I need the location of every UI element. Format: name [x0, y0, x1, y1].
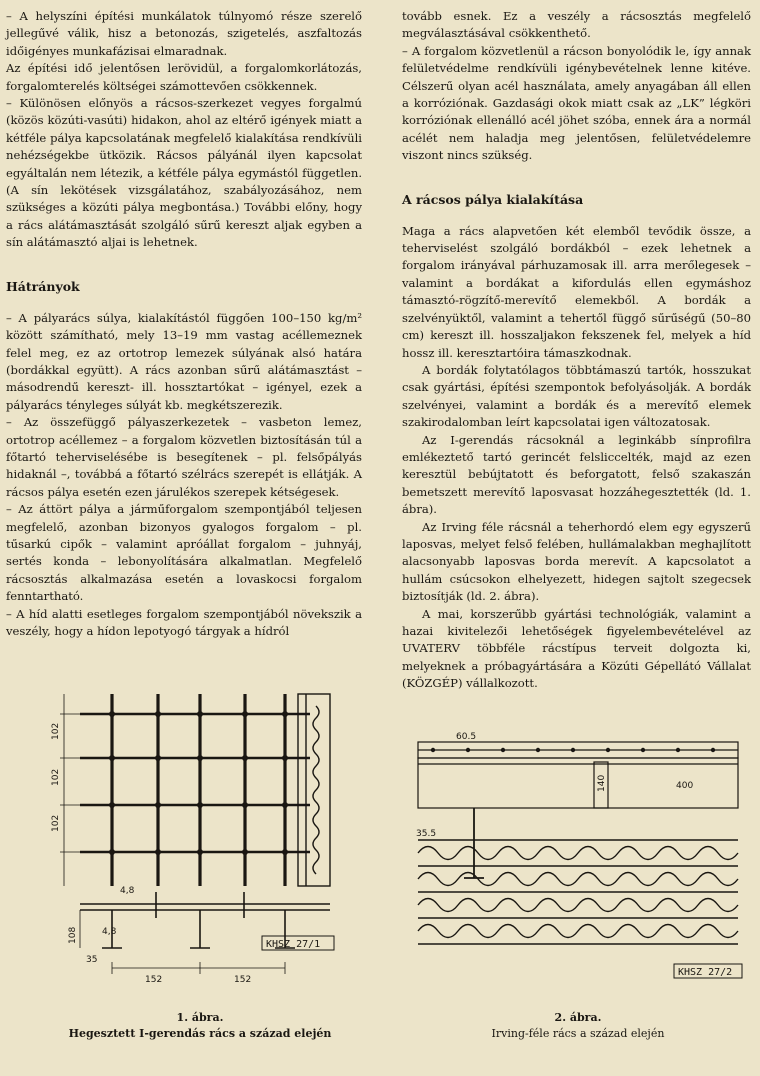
paragraph: A bordák folytatólagos többtámaszú tartók, hosszukat csak gyártási, építési szempontok befolyásolják. A bordák szelvényei, valamint a bordák és a merevítő elemek szakirodalomban leírt kapcsolatai igen változatosak.	[402, 362, 751, 430]
figure-1-drawing	[40, 686, 360, 986]
figure-number: 2. ábra.	[554, 1011, 602, 1024]
dim-label: 35	[86, 955, 98, 965]
paragraph: – Az összefüggő pályaszerkezetek – vasbeton lemez, ortotrop acéllemez – a forgalom közvetlen biztosításán túl a főtartó teherviselésébe is besegítenek – pl. felsőpályás hidaknál –, továbbá a főtartó szélrács szerepét is ellátják. A rácsos pálya esetén ezen járulékos szerepek kétségesek.	[6, 415, 362, 499]
paragraph: – A híd alatti esetleges forgalom szempontjából növekszik a veszély, hogy a hídon lepotyogó tárgyak a hídról	[6, 606, 362, 638]
dim-label: 108	[68, 926, 78, 944]
dim-label: 35.5	[416, 829, 437, 839]
dim-label: 60.5	[456, 732, 477, 742]
figure-1-caption	[40, 1010, 360, 1042]
figure-2-drawing	[408, 728, 748, 988]
paragraph: Az I-gerendás rácsoknál a leginkább sínprofilra emlékeztető tartó gerincét felsliccelték, majd az ezen keresztül bebújtatott és beforgatott, felső szakaszán bemetszett merevítő laposvasat hozzáhegesztették (ld. 1. ábra).	[402, 432, 751, 517]
paragraph: – A helyszíni építési munkálatok túlnyomó része szerelő jellegűvé válik, hisz a betonozás, szigetelés, aszfaltozás időigényes munkafázisai elmaradnak.	[6, 9, 362, 58]
dim-label: 140	[597, 774, 607, 792]
figure-number: 1. ábra.	[176, 1011, 224, 1024]
lattice-plan	[418, 840, 738, 944]
left-column	[6, 8, 362, 640]
figure-2-caption	[408, 1010, 748, 1042]
dim-label: 102	[51, 814, 61, 832]
paragraph: – Különösen előnyös a rácsos-szerkezet vegyes forgalmú (közös közúti-vasúti) hidakon, ahol az eltérő igények miatt a kétféle pálya kapcsolatának megfelelő kialakítása rendkívüli nehézségekbe ütközik. Rácsos pályánál ilyen kapcsolat egyáltalán nem létezik, a kétféle pálya egymástól független. (A sín lekötések vizsgálatához, szabályozásához, nem szükséges a közúti pálya megbontása.) További előny, hogy a rács alátámasztását szolgáló sűrű kereszt aljak egyben a sín alátámasztó aljai is lehetnek.	[6, 96, 362, 250]
dim-label: 4,8	[120, 886, 135, 896]
dim-label: 102	[51, 722, 61, 740]
paragraph: Az építési idő jelentősen lerövidül, a forgalomkorlátozás, forgalomterelés költségei számottevően csökkennek.	[6, 61, 362, 93]
paragraph: Az Irving féle rácsnál a teherhordó elem egy egyszerű laposvas, melyet felső felében, hullámalakban meghajlított alacsonyabb laposvas borda merevít. A kapcsolatot a hullám csúcsokon elhelyezett, hidegen sajtolt szegecsek biztosítják (ld. 2. ábra).	[402, 519, 751, 604]
dim-label: 4,8	[102, 927, 117, 937]
right-column	[402, 8, 751, 693]
paragraph: – A pályarács súlya, kialakítástól függően 100–150 kg/m² között számítható, mely 13–19 mm vastag acéllemeznek felel meg, ez az ortotrop lemezek súlyának alsó határa (bordákkal együtt). A rács azonban sűrű alátámasztást – másodrendű kereszt- ill. hossztartókat – igényel, ezek a pályarács tényleges súlyát kb. megkétszerezik.	[6, 310, 362, 412]
section-heading-drawbacks: Hátrányok	[6, 278, 80, 294]
grid-plan-view	[80, 714, 310, 852]
paragraph: – A forgalom közvetlenül a rácson bonyolódik le, így annak felületvédelme rendkívüli igénybevételnek lenne kitéve. Célszerű olyan acél használata, amely anyagában áll ellen a korróziónak. Gazdasági okok miatt csak az „LK” légköri korróziónak ellenálló acél jöhet szóba, ennek ára a normál acélét nem haladja meg jelentősen, felületvédelemre viszont nincs szükség.	[402, 43, 751, 163]
i-beam-section	[464, 808, 484, 878]
figure-stamp: KHSZ 27/2	[678, 967, 733, 978]
figure-caption: Irving-féle rács a század elején	[491, 1027, 665, 1040]
dim-label: 152	[234, 975, 252, 985]
side-elevation	[298, 694, 330, 886]
figure-stamp: KHSZ 27/1	[266, 939, 321, 950]
figure-caption: Hegesztett I-gerendás rács a század elején	[68, 1027, 332, 1040]
paragraph: – Az áttört pálya a járműforgalom szempontjából teljesen megfelelő, azonban bizonyos gyalogos forgalom – pl. tűsarkú cipők – valamint apróállat forgalom – juhnyáj, sertés konda – lebonyolítására alkalmatlan. Megfelelő rácsosztás alkalmazása esetén a lovaskocsi forgalom fenntartható.	[6, 502, 362, 604]
paragraph: tovább esnek. Ez a veszély a rácsosztás megfelelő megválasztásával csökkenthető.	[402, 9, 751, 41]
paragraph: A mai, korszerűbb gyártási technológiák, valamint a hazai kivitelezői lehetőségek figyelembevételével az UVATERV többféle rácstípus terveit dolgozta ki, melyeknek a próbagyártására a Közúti Gépellátó Vállalat (KÖZGÉP) vállalkozott.	[402, 606, 751, 691]
dim-label: 102	[51, 768, 61, 786]
paragraph: Maga a rács alapvetően két elemből tevődik össze, a teherviselést szolgáló bordákból – ezek lehetnek a forgalom irányával párhuzamosak ill. arra merőlegesek – valamint a bordákat a kifordulás ellen egymáshoz támasztó-rögzítő-merevítő elemekből. A bordák a szelvényüktől, valamint a tehertől függő sűrűségű (50–80 cm) kereszt ill. hosszaljakon fekszenek fel, melyek a híd hossz ill. keresztartóira támaszkodnak.	[402, 223, 751, 360]
dim-label: 152	[145, 975, 163, 985]
dim-label: 400	[676, 781, 694, 791]
section-heading-grid-design: A rácsos pálya kialakítása	[402, 191, 584, 207]
